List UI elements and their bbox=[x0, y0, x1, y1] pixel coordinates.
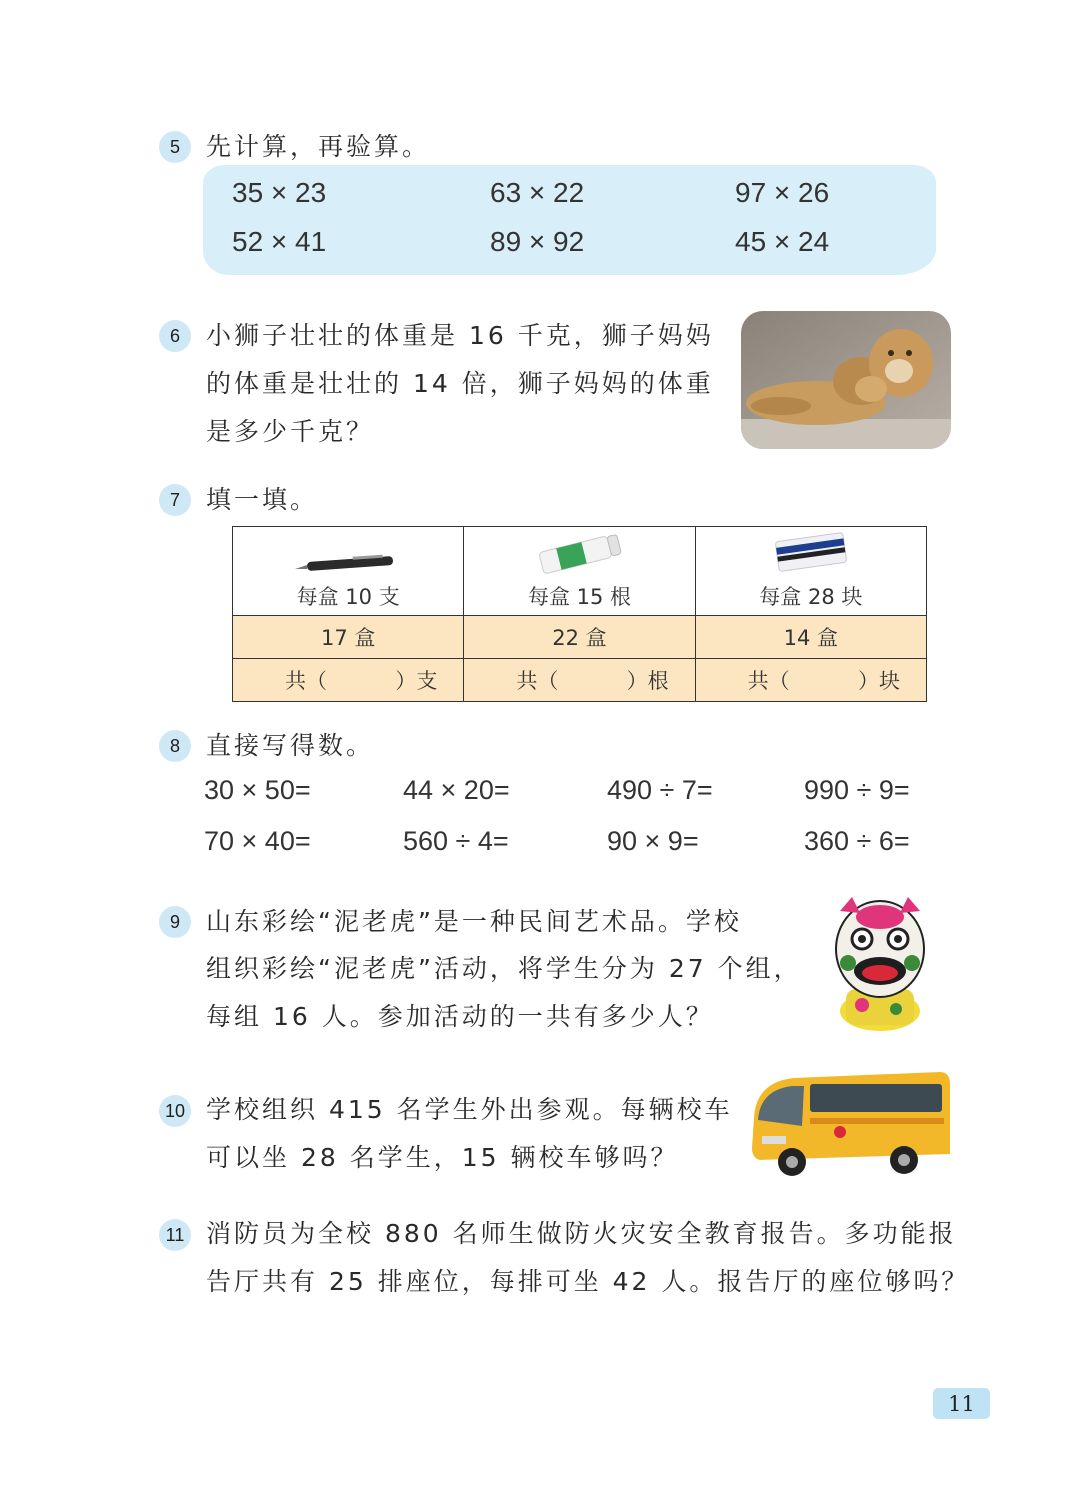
mental-calc: 360 ÷ 6= bbox=[804, 826, 910, 856]
question-number-5: 5 bbox=[159, 131, 191, 163]
q9-line-1: 山东彩绘“泥老虎”是一种民间艺术品。学校 bbox=[206, 907, 742, 936]
mental-calc: 30 × 50= bbox=[204, 775, 311, 805]
q5-heading: 先计算，再验算。 bbox=[206, 132, 431, 161]
page-number: 11 bbox=[933, 1388, 990, 1419]
q6-line-1: 小狮子壮壮的体重是 16 千克，狮子妈妈 bbox=[206, 321, 714, 350]
q6-line-3: 是多少千克？ bbox=[206, 417, 375, 446]
pen-icon bbox=[293, 547, 403, 575]
mental-calc: 70 × 40= bbox=[204, 826, 311, 856]
mental-calc: 44 × 20= bbox=[403, 775, 510, 805]
per-box-label: 每盒 28 块 bbox=[759, 585, 863, 609]
fill-table bbox=[232, 526, 927, 702]
total-prefix: 共（ bbox=[516, 669, 559, 693]
mental-calc: 560 ÷ 4= bbox=[403, 826, 509, 856]
total-blank[interactable] bbox=[233, 659, 464, 702]
expression: 63 × 22 bbox=[490, 177, 585, 208]
q10-line-2: 可以坐 28 名学生，15 辆校车够吗？ bbox=[206, 1143, 679, 1172]
total-suffix: ）根 bbox=[626, 669, 669, 693]
box-count: 17 盒 bbox=[233, 616, 464, 659]
per-box-label: 每盒 10 支 bbox=[296, 585, 400, 609]
mental-calc: 990 ÷ 9= bbox=[804, 775, 910, 805]
eraser-icon bbox=[771, 529, 851, 575]
q8-heading: 直接写得数。 bbox=[206, 731, 375, 760]
glue-stick-icon bbox=[534, 531, 624, 575]
question-number-7: 7 bbox=[159, 484, 191, 516]
question-number-6: 6 bbox=[159, 320, 191, 352]
total-suffix: ）支 bbox=[395, 669, 438, 693]
mental-calc: 490 ÷ 7= bbox=[607, 775, 713, 805]
eraser-cell bbox=[695, 527, 926, 616]
question-number-9: 9 bbox=[159, 906, 191, 938]
school-bus-image bbox=[744, 1062, 954, 1180]
q11-line-1: 消防员为全校 880 名师生做防火灾安全教育报告。多功能报 bbox=[206, 1219, 957, 1248]
expression: 35 × 23 bbox=[232, 177, 327, 208]
question-number-8: 8 bbox=[159, 730, 191, 762]
expression: 89 × 92 bbox=[490, 226, 585, 257]
expression: 97 × 26 bbox=[735, 177, 830, 208]
expression: 45 × 24 bbox=[735, 226, 830, 257]
q6-line-2: 的体重是壮壮的 14 倍，狮子妈妈的体重 bbox=[206, 369, 714, 398]
clay-tiger-image bbox=[826, 893, 934, 1035]
box-count: 22 盒 bbox=[464, 616, 695, 659]
pen-cell bbox=[233, 527, 464, 616]
total-suffix: ）块 bbox=[858, 669, 900, 693]
q11-line-2: 告厅共有 25 排座位，每排可坐 42 人。报告厅的座位够吗？ bbox=[206, 1267, 970, 1296]
question-number-11: 11 bbox=[159, 1219, 191, 1251]
lion-photo bbox=[741, 311, 951, 449]
q9-line-3: 每组 16 人。参加活动的一共有多少人？ bbox=[206, 1002, 714, 1031]
mental-calc: 90 × 9= bbox=[607, 826, 699, 856]
total-prefix: 共（ bbox=[285, 669, 327, 693]
total-blank[interactable] bbox=[695, 659, 926, 702]
per-box-label: 每盒 15 根 bbox=[527, 585, 632, 609]
expression: 52 × 41 bbox=[232, 226, 327, 257]
question-number-10: 10 bbox=[159, 1095, 191, 1127]
glue-cell bbox=[464, 527, 695, 616]
total-prefix: 共（ bbox=[747, 669, 790, 693]
total-blank[interactable] bbox=[464, 659, 695, 702]
q7-heading: 填一填。 bbox=[206, 485, 319, 514]
q10-line-1: 学校组织 415 名学生外出参观。每辆校车 bbox=[206, 1095, 733, 1124]
q9-line-2: 组织彩绘“泥老虎”活动，将学生分为 27 个组， bbox=[206, 954, 802, 983]
box-count: 14 盒 bbox=[695, 616, 926, 659]
calc-box bbox=[203, 165, 936, 275]
